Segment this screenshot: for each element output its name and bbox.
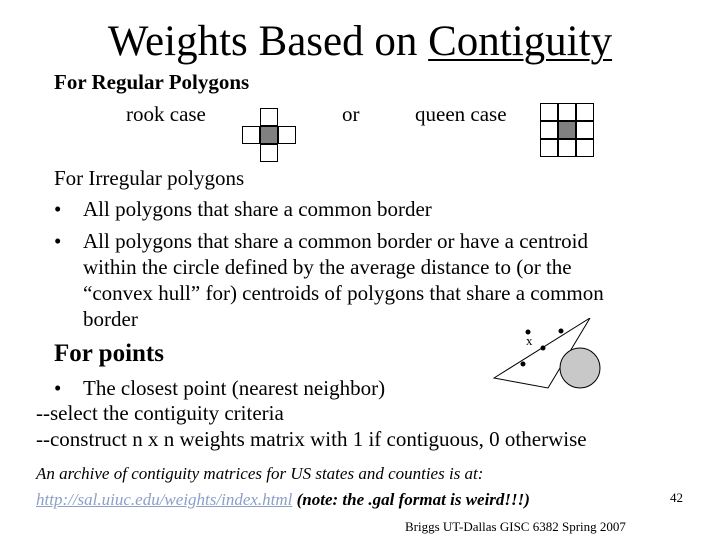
archive-link[interactable]: http://sal.uiuc.edu/weights/index.html (36, 490, 293, 509)
bullet-text-line-2: within the circle defined by the average distance to (or the (83, 255, 572, 279)
bullet-text: The closest point (nearest neighbor) (83, 376, 386, 400)
slide-credit: Briggs UT-Dallas GISC 6382 Spring 2007 (405, 519, 626, 534)
queen-cell (576, 139, 594, 157)
bullet-text-line-1: All polygons that share a common border or have a centroid (83, 229, 589, 253)
rook-cell-left (242, 126, 260, 144)
neighbor-point (559, 329, 564, 334)
queen-cell (540, 139, 558, 157)
queen-cell (576, 121, 594, 139)
irregular-polygons-heading: For Irregular polygons (54, 166, 245, 190)
archive-note-line-2 (36, 490, 530, 510)
dash-line-2: --construct n x n weights matrix with 1 if contiguous, 0 otherwise (36, 427, 587, 451)
bullet-text-line-3: “convex hull” for) centroids of polygons that share a common (83, 281, 604, 305)
title-emphasis: Contiguity (428, 18, 613, 65)
regular-polygons-heading: For Regular Polygons (54, 70, 250, 94)
bullet-dot: • (54, 376, 62, 400)
points-heading: For points (54, 340, 164, 367)
title-prefix: Weights Based on (107, 18, 429, 65)
neighbor-point (541, 346, 546, 351)
bullet-text: All polygons that share a common border (83, 197, 432, 221)
queen-cell (558, 103, 576, 121)
rook-cell-top (260, 108, 278, 126)
rook-case-grid (242, 108, 296, 162)
archive-note-line-1: An archive of contiguity matrices for US states and counties is at: (36, 464, 484, 483)
points-bullet (54, 375, 514, 401)
bullet-dot: • (54, 197, 62, 221)
neighbor-point (521, 362, 526, 367)
queen-cell (540, 121, 558, 139)
queen-cell (558, 139, 576, 157)
slide-title (0, 16, 720, 68)
irregular-bullet-1 (54, 196, 694, 222)
average-distance-circle (560, 348, 600, 388)
rook-case-label: rook case (126, 102, 206, 126)
queen-cell (576, 103, 594, 121)
rook-cell-bottom (260, 144, 278, 162)
focal-point-marker: x (526, 333, 533, 348)
bullet-text-line-4: border (83, 307, 138, 331)
bullet-dot: • (54, 229, 62, 253)
queen-cell-center (558, 121, 576, 139)
rook-cell-center (260, 126, 278, 144)
page-number: 42 (670, 490, 683, 505)
gal-format-note: (note: the .gal format is weird!!!) (292, 490, 530, 509)
rook-cell-right (278, 126, 296, 144)
queen-case-grid (540, 103, 594, 157)
queen-case-label: queen case (415, 102, 507, 126)
dash-line-1: --select the contiguity criteria (36, 401, 284, 425)
queen-cell (540, 103, 558, 121)
or-label: or (342, 102, 360, 126)
